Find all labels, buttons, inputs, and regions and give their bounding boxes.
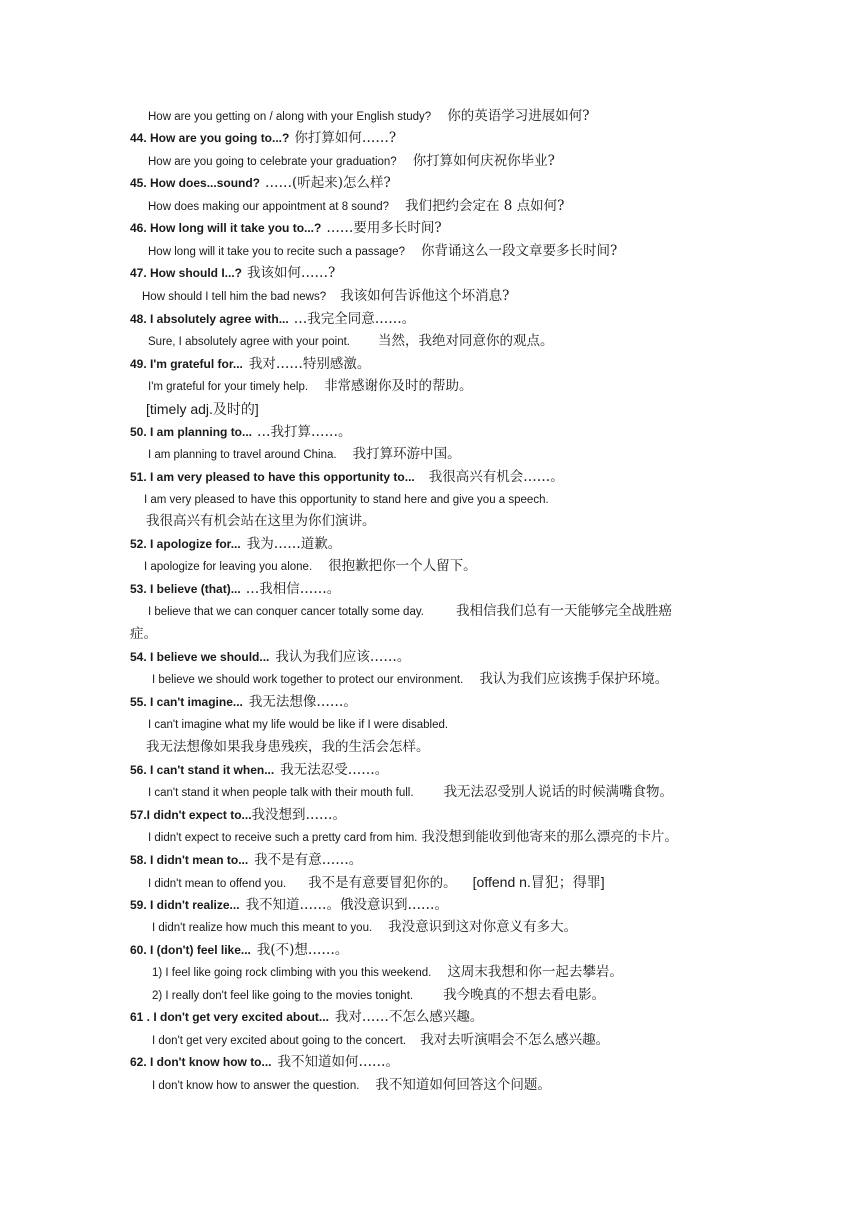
phrase-heading: 52. I apologize for... 我为……道歉。 [130, 536, 342, 552]
phrase-heading: 47. How should I...? 我该如何……? [130, 265, 336, 281]
example-sentence: I believe we should work together to protect our environment. 我认为我们应该携手保护环境。 [152, 671, 669, 687]
example-sentence: I don't know how to answer the question. 我不知道如何回答这个问题。 [152, 1077, 551, 1093]
phrase-heading: 61 . I don't get very excited about... 我对……不怎么感兴趣。 [130, 1009, 484, 1025]
example-sentence: I can't stand it when people talk with their mouth full. 我无法忍受别人说话的时候满嘴食物。 [148, 784, 674, 800]
example-sentence: I can't imagine what my life would be like if I were disabled. [148, 719, 449, 731]
example-sentence: How are you going to celebrate your graduation? 你打算如何庆祝你毕业? [148, 153, 555, 169]
example-sentence: 2) I really don't feel like going to the movies tonight. 我今晚真的不想去看电影。 [152, 987, 606, 1003]
phrase-heading: 62. I don't know how to... 我不知道如何……。 [130, 1054, 400, 1070]
example-sentence: How does making our appointment at 8 sound? 我们把约会定在 8 点如何? [148, 198, 565, 214]
example-sentence: I didn't expect to receive such a pretty card from him. 我没想到能收到他寄来的那么漂亮的卡片。 [148, 829, 678, 845]
example-sentence: How are you getting on / along with your English study? 你的英语学习进展如何? [148, 108, 590, 124]
example-sentence: I don't get very excited about going to the concert. 我对去听演唱会不怎么感兴趣。 [152, 1032, 610, 1048]
phrase-heading: 58. I didn't mean to... 我不是有意……。 [130, 852, 363, 868]
example-sentence: I apologize for leaving you alone. 很抱歉把你一个人留下。 [144, 558, 477, 574]
phrase-heading: 54. I believe we should... 我认为我们应该……。 [130, 649, 411, 665]
example-sentence: I'm grateful for your timely help. 非常感谢你及时的帮助。 [148, 378, 473, 394]
example-sentence: I am planning to travel around China. 我打算环游中国。 [148, 446, 461, 462]
example-translation: 我很高兴有机会站在这里为你们演讲。 [146, 513, 376, 529]
example-translation: 症。 [130, 626, 157, 642]
phrase-heading: 57.I didn't expect to...我没想到……。 [130, 807, 347, 823]
vocab-note: [timely adj.及时的] [146, 401, 259, 417]
phrase-heading: 59. I didn't realize... 我不知道……。俄没意识到……。 [130, 897, 449, 913]
example-sentence: I didn't realize how much this meant to you. 我没意识到这对你意义有多大。 [152, 919, 578, 935]
example-sentence: How should I tell him the bad news? 我该如何告诉他这个坏消息? [142, 288, 510, 304]
phrase-heading: 44. How are you going to...? 你打算如何……? [130, 130, 397, 146]
example-sentence: How long will it take you to recite such a passage? 你背诵这么一段文章要多长时间? [148, 243, 618, 259]
example-translation: 我无法想像如果我身患残疾，我的生活会怎样。 [146, 739, 430, 755]
phrase-heading: 48. I absolutely agree with... …我完全同意……。 [130, 311, 416, 327]
phrase-heading: 46. How long will it take you to...? ……要用多长时间? [130, 220, 442, 236]
phrase-heading: 55. I can't imagine... 我无法想像……。 [130, 694, 357, 710]
phrase-heading: 50. I am planning to... …我打算……。 [130, 424, 352, 440]
example-sentence: I believe that we can conquer cancer totally some day. 我相信我们总有一天能够完全战胜癌 [148, 603, 672, 619]
phrase-heading: 53. I believe (that)... …我相信……。 [130, 581, 341, 597]
example-sentence: I am very pleased to have this opportunity to stand here and give you a speech. [144, 494, 549, 506]
example-sentence: I didn't mean to offend you. 我不是有意要冒犯你的。 [offend n.冒犯；得罪] [148, 874, 605, 891]
example-sentence: 1) I feel like going rock climbing with you this weekend. 这周末我想和你一起去攀岩。 [152, 964, 623, 980]
phrase-heading: 56. I can't stand it when... 我无法忍受……。 [130, 762, 389, 778]
phrase-heading: 60. I (don't) feel like... 我(不)想……。 [130, 942, 349, 958]
phrase-heading: 45. How does...sound? ……(听起来)怎么样? [130, 175, 391, 191]
phrase-heading: 51. I am very pleased to have this opportunity to... 我很高兴有机会……。 [130, 469, 564, 485]
example-sentence: Sure, I absolutely agree with your point. 当然，我绝对同意你的观点。 [148, 333, 554, 349]
phrase-heading: 49. I'm grateful for... 我对……特别感激。 [130, 356, 371, 372]
